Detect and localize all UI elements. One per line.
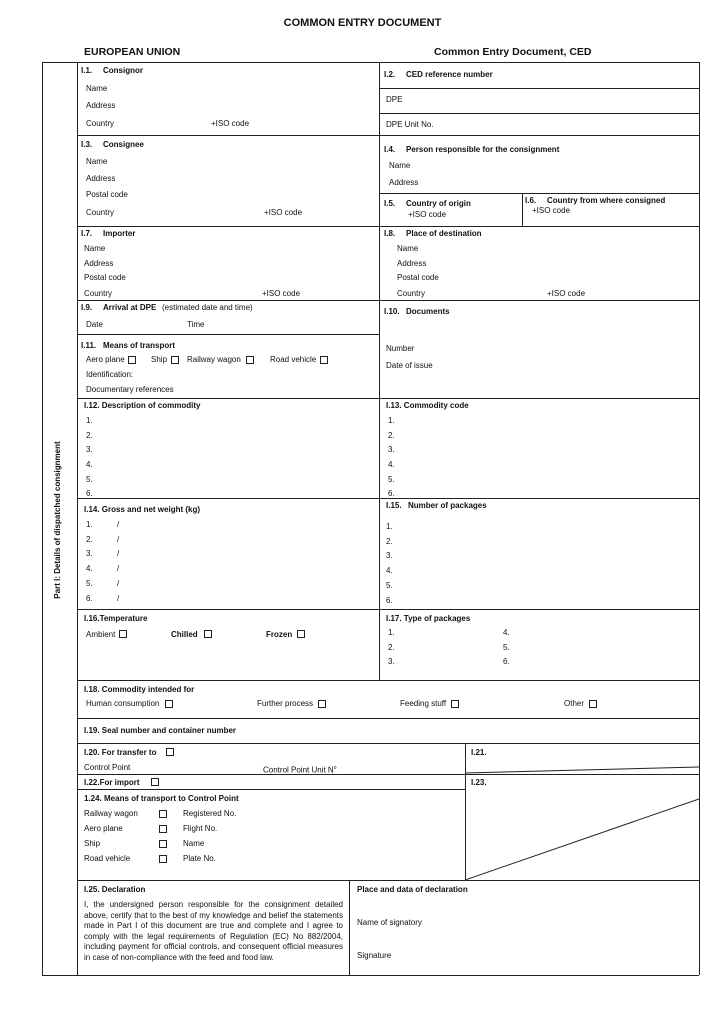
ambient-checkbox[interactable] bbox=[119, 630, 127, 638]
s10-number-label: Number bbox=[386, 344, 415, 353]
s15-item: 6. bbox=[386, 596, 393, 605]
s7-title: Importer bbox=[103, 229, 136, 238]
s15-item: 4. bbox=[386, 566, 393, 575]
s13-item: 3. bbox=[388, 445, 395, 454]
s6-iso-label: +ISO code bbox=[532, 206, 571, 215]
s8-title: Place of destination bbox=[406, 229, 482, 238]
chilled-checkbox[interactable] bbox=[204, 630, 212, 638]
s18-feeding-label: Feeding stuff bbox=[400, 699, 447, 708]
s7-country-label: Country bbox=[84, 289, 113, 298]
s14-title: I.14. Gross and net weight (kg) bbox=[84, 505, 201, 514]
s2-title: CED reference number bbox=[406, 70, 493, 79]
document-title: COMMON ENTRY DOCUMENT bbox=[283, 17, 442, 29]
s24-reg-label: Registered No. bbox=[183, 809, 237, 818]
s14-slash: / bbox=[117, 564, 120, 573]
human-consumption-checkbox[interactable] bbox=[165, 700, 173, 708]
s24-aero-label: Aero plane bbox=[84, 824, 123, 833]
s4-address-label: Address bbox=[389, 178, 419, 187]
s16-frozen-label: Frozen bbox=[266, 630, 293, 639]
s15-title: Number of packages bbox=[408, 501, 487, 510]
s1-title: Consignor bbox=[103, 66, 143, 75]
s12-item: 1. bbox=[86, 416, 93, 425]
s7-postal-label: Postal code bbox=[84, 273, 126, 282]
s11-road-label: Road vehicle bbox=[270, 355, 317, 364]
s8-iso-label: +ISO code bbox=[547, 289, 586, 298]
aero-plane-checkbox[interactable] bbox=[128, 356, 136, 364]
s24-title: 1.24. Means of transport to Control Point bbox=[84, 794, 239, 803]
s18-title: I.18. Commodity intended for bbox=[84, 685, 195, 694]
s20-cp-unit-label: Control Point Unit $N^o$ bbox=[263, 765, 337, 775]
s14-slash: / bbox=[117, 520, 120, 529]
s13-item: 6. bbox=[388, 489, 395, 498]
s24-name-label: Name bbox=[183, 839, 205, 848]
s3-iso-label: +ISO code bbox=[264, 208, 303, 217]
s25-signature-label: Signature bbox=[357, 951, 392, 960]
s3-num: I.3. bbox=[81, 140, 93, 149]
s9-time-label: Time bbox=[187, 320, 205, 329]
s9-note: (estimated date and time) bbox=[162, 303, 253, 312]
s17-item: 1. bbox=[388, 628, 395, 637]
s9-num: I.9. bbox=[81, 303, 93, 312]
s18-human-label: Human consumption bbox=[86, 699, 160, 708]
s14-slash: / bbox=[117, 549, 120, 558]
s17-item: 4. bbox=[503, 628, 510, 637]
declaration-line: I, the undersigned person responsible for the consignment detailed bbox=[84, 900, 343, 909]
s14-item: 4. bbox=[86, 564, 93, 573]
s2-dpe-label: DPE bbox=[386, 95, 403, 104]
s2-num: I.2. bbox=[384, 70, 396, 79]
s25-title: I.25. Declaration bbox=[84, 885, 146, 894]
s14-slash: / bbox=[117, 579, 120, 588]
declaration-line: including payment for official controls, and consequent official measures bbox=[84, 942, 343, 952]
s8-country-label: Country bbox=[397, 289, 426, 298]
diagonal-strike bbox=[465, 743, 699, 880]
s17-item: 6. bbox=[503, 657, 510, 666]
s20-title: I.20. For transfer to bbox=[84, 748, 157, 757]
s17-item: 2. bbox=[388, 643, 395, 652]
import-checkbox[interactable] bbox=[151, 778, 159, 786]
s21-title: I.21. bbox=[471, 748, 487, 757]
s23-title: I.23. bbox=[471, 778, 487, 787]
railway-wagon-checkbox[interactable] bbox=[246, 356, 254, 364]
road-vehicle-checkbox[interactable] bbox=[320, 356, 328, 364]
s9-title: Arrival at DPE bbox=[103, 303, 157, 312]
s24-road-label: Road vehicle bbox=[84, 854, 131, 863]
s20-cp-label: Control Point bbox=[84, 763, 131, 772]
s16-chilled-label: Chilled bbox=[171, 630, 198, 639]
s3-title: Consignee bbox=[103, 140, 144, 149]
s13-item: 1. bbox=[388, 416, 395, 425]
s14-item: 6. bbox=[86, 594, 93, 603]
ship-checkbox[interactable] bbox=[171, 356, 179, 364]
s4-title: Person responsible for the consignment bbox=[406, 145, 560, 154]
s24-rail-label: Railway wagon bbox=[84, 809, 138, 818]
s8-postal-label: Postal code bbox=[397, 273, 439, 282]
further-process-checkbox[interactable] bbox=[318, 700, 326, 708]
s7-name-label: Name bbox=[84, 244, 106, 253]
cp-road-checkbox[interactable] bbox=[159, 855, 167, 863]
s25-place-label: Place and data of declaration bbox=[357, 885, 468, 894]
s12-title: I.12. Description of commodity bbox=[84, 401, 201, 410]
s16-title: I.16.Temperature bbox=[84, 614, 148, 623]
s1-country-label: Country bbox=[86, 119, 115, 128]
s15-item: 1. bbox=[386, 522, 393, 531]
s17-item: 3. bbox=[388, 657, 395, 666]
s15-item: 2. bbox=[386, 537, 393, 546]
s2-dpe-unit-label: DPE Unit No. bbox=[386, 120, 434, 129]
declaration-text bbox=[84, 900, 343, 964]
s18-other-label: Other bbox=[564, 699, 585, 708]
s16-ambient-label: Ambient bbox=[86, 630, 116, 639]
s19-title: I.19. Seal number and container number bbox=[84, 726, 237, 735]
right-heading: Common Entry Document, CED bbox=[434, 46, 592, 58]
s11-ident-label: Identification: bbox=[86, 370, 134, 379]
s4-name-label: Name bbox=[389, 161, 411, 170]
s5-num: I.5. bbox=[384, 199, 396, 208]
s15-item: 3. bbox=[386, 551, 393, 560]
cp-ship-checkbox[interactable] bbox=[159, 840, 167, 848]
s17-item: 5. bbox=[503, 643, 510, 652]
s11-num: I.11. bbox=[81, 341, 97, 350]
s10-date-issue-label: Date of issue bbox=[386, 361, 433, 370]
s4-num: I.4. bbox=[384, 145, 396, 154]
s12-item: 2. bbox=[86, 431, 93, 440]
declaration-line: made in Part I of this document are true and complete and I agree to bbox=[84, 921, 343, 931]
transfer-checkbox[interactable] bbox=[166, 748, 174, 756]
s22-title: I.22.For import bbox=[84, 778, 140, 787]
left-heading: EUROPEAN UNION bbox=[84, 46, 181, 58]
s14-item: 3. bbox=[86, 549, 93, 558]
s14-slash: / bbox=[117, 594, 120, 603]
s13-item: 5. bbox=[388, 475, 395, 484]
declaration-line: comply with the legal requirements of Regulation (EC) No 882/2004, bbox=[84, 931, 343, 941]
declaration-line: above, certify that to the best of my knowledge and belief the statements bbox=[84, 910, 343, 920]
s11-docref-label: Documentary references bbox=[86, 385, 174, 394]
s15-item: 5. bbox=[386, 581, 393, 590]
s25-signatory-label: Name of signatory bbox=[357, 918, 422, 927]
s13-item: 4. bbox=[388, 460, 395, 469]
s18-further-label: Further process bbox=[257, 699, 314, 708]
s24-plate-label: Plate No. bbox=[183, 854, 216, 863]
cp-aero-checkbox[interactable] bbox=[159, 825, 167, 833]
s15-num: I.15. bbox=[386, 501, 402, 510]
s11-title: Means of transport bbox=[103, 341, 176, 350]
s7-address-label: Address bbox=[84, 259, 114, 268]
s1-address-label: Address bbox=[86, 101, 116, 110]
s14-item: 2. bbox=[86, 535, 93, 544]
s3-name-label: Name bbox=[86, 157, 108, 166]
s11-rail-label: Railway wagon bbox=[187, 355, 241, 364]
s13-item: 2. bbox=[388, 431, 395, 440]
s7-iso-label: +ISO code bbox=[262, 289, 301, 298]
s6-num: I.6. bbox=[525, 196, 537, 205]
declaration-line: in case of non-compliance with the feed and food law. bbox=[84, 952, 274, 962]
s17-title: I.17. Type of packages bbox=[386, 614, 471, 623]
s5-iso-label: +ISO code bbox=[408, 210, 447, 219]
s6-title: Country from where consigned bbox=[547, 196, 666, 205]
s11-aero-label: Aero plane bbox=[86, 355, 125, 364]
part-label: Part I: Details of dispatched consignment bbox=[53, 441, 62, 599]
s8-name-label: Name bbox=[397, 244, 419, 253]
s12-item: 5. bbox=[86, 475, 93, 484]
frozen-checkbox[interactable] bbox=[297, 630, 305, 638]
s1-num: I.1. bbox=[81, 66, 93, 75]
s12-item: 6. bbox=[86, 489, 93, 498]
cp-railway-checkbox[interactable] bbox=[159, 810, 167, 818]
s3-address-label: Address bbox=[86, 174, 116, 183]
s1-iso-label: +ISO code bbox=[211, 119, 250, 128]
s14-item: 5. bbox=[86, 579, 93, 588]
s8-address-label: Address bbox=[397, 259, 427, 268]
s1-name-label: Name bbox=[86, 84, 108, 93]
s10-title: Documents bbox=[406, 307, 450, 316]
s13-title: I.13. Commodity code bbox=[386, 401, 469, 410]
s12-item: 4. bbox=[86, 460, 93, 469]
s9-date-label: Date bbox=[86, 320, 103, 329]
s3-country-label: Country bbox=[86, 208, 115, 217]
s3-postal-label: Postal code bbox=[86, 190, 128, 199]
s14-slash: / bbox=[117, 535, 120, 544]
other-checkbox[interactable] bbox=[589, 700, 597, 708]
s24-flight-label: Flight No. bbox=[183, 824, 218, 833]
s10-num: I.10. bbox=[384, 307, 400, 316]
s24-ship-label: Ship bbox=[84, 839, 101, 848]
s7-num: I.7. bbox=[81, 229, 93, 238]
s8-num: I.8. bbox=[384, 229, 396, 238]
s12-item: 3. bbox=[86, 445, 93, 454]
s14-item: 1. bbox=[86, 520, 93, 529]
s5-title: Country of origin bbox=[406, 199, 471, 208]
s11-ship-label: Ship bbox=[151, 355, 168, 364]
feeding-stuff-checkbox[interactable] bbox=[451, 700, 459, 708]
